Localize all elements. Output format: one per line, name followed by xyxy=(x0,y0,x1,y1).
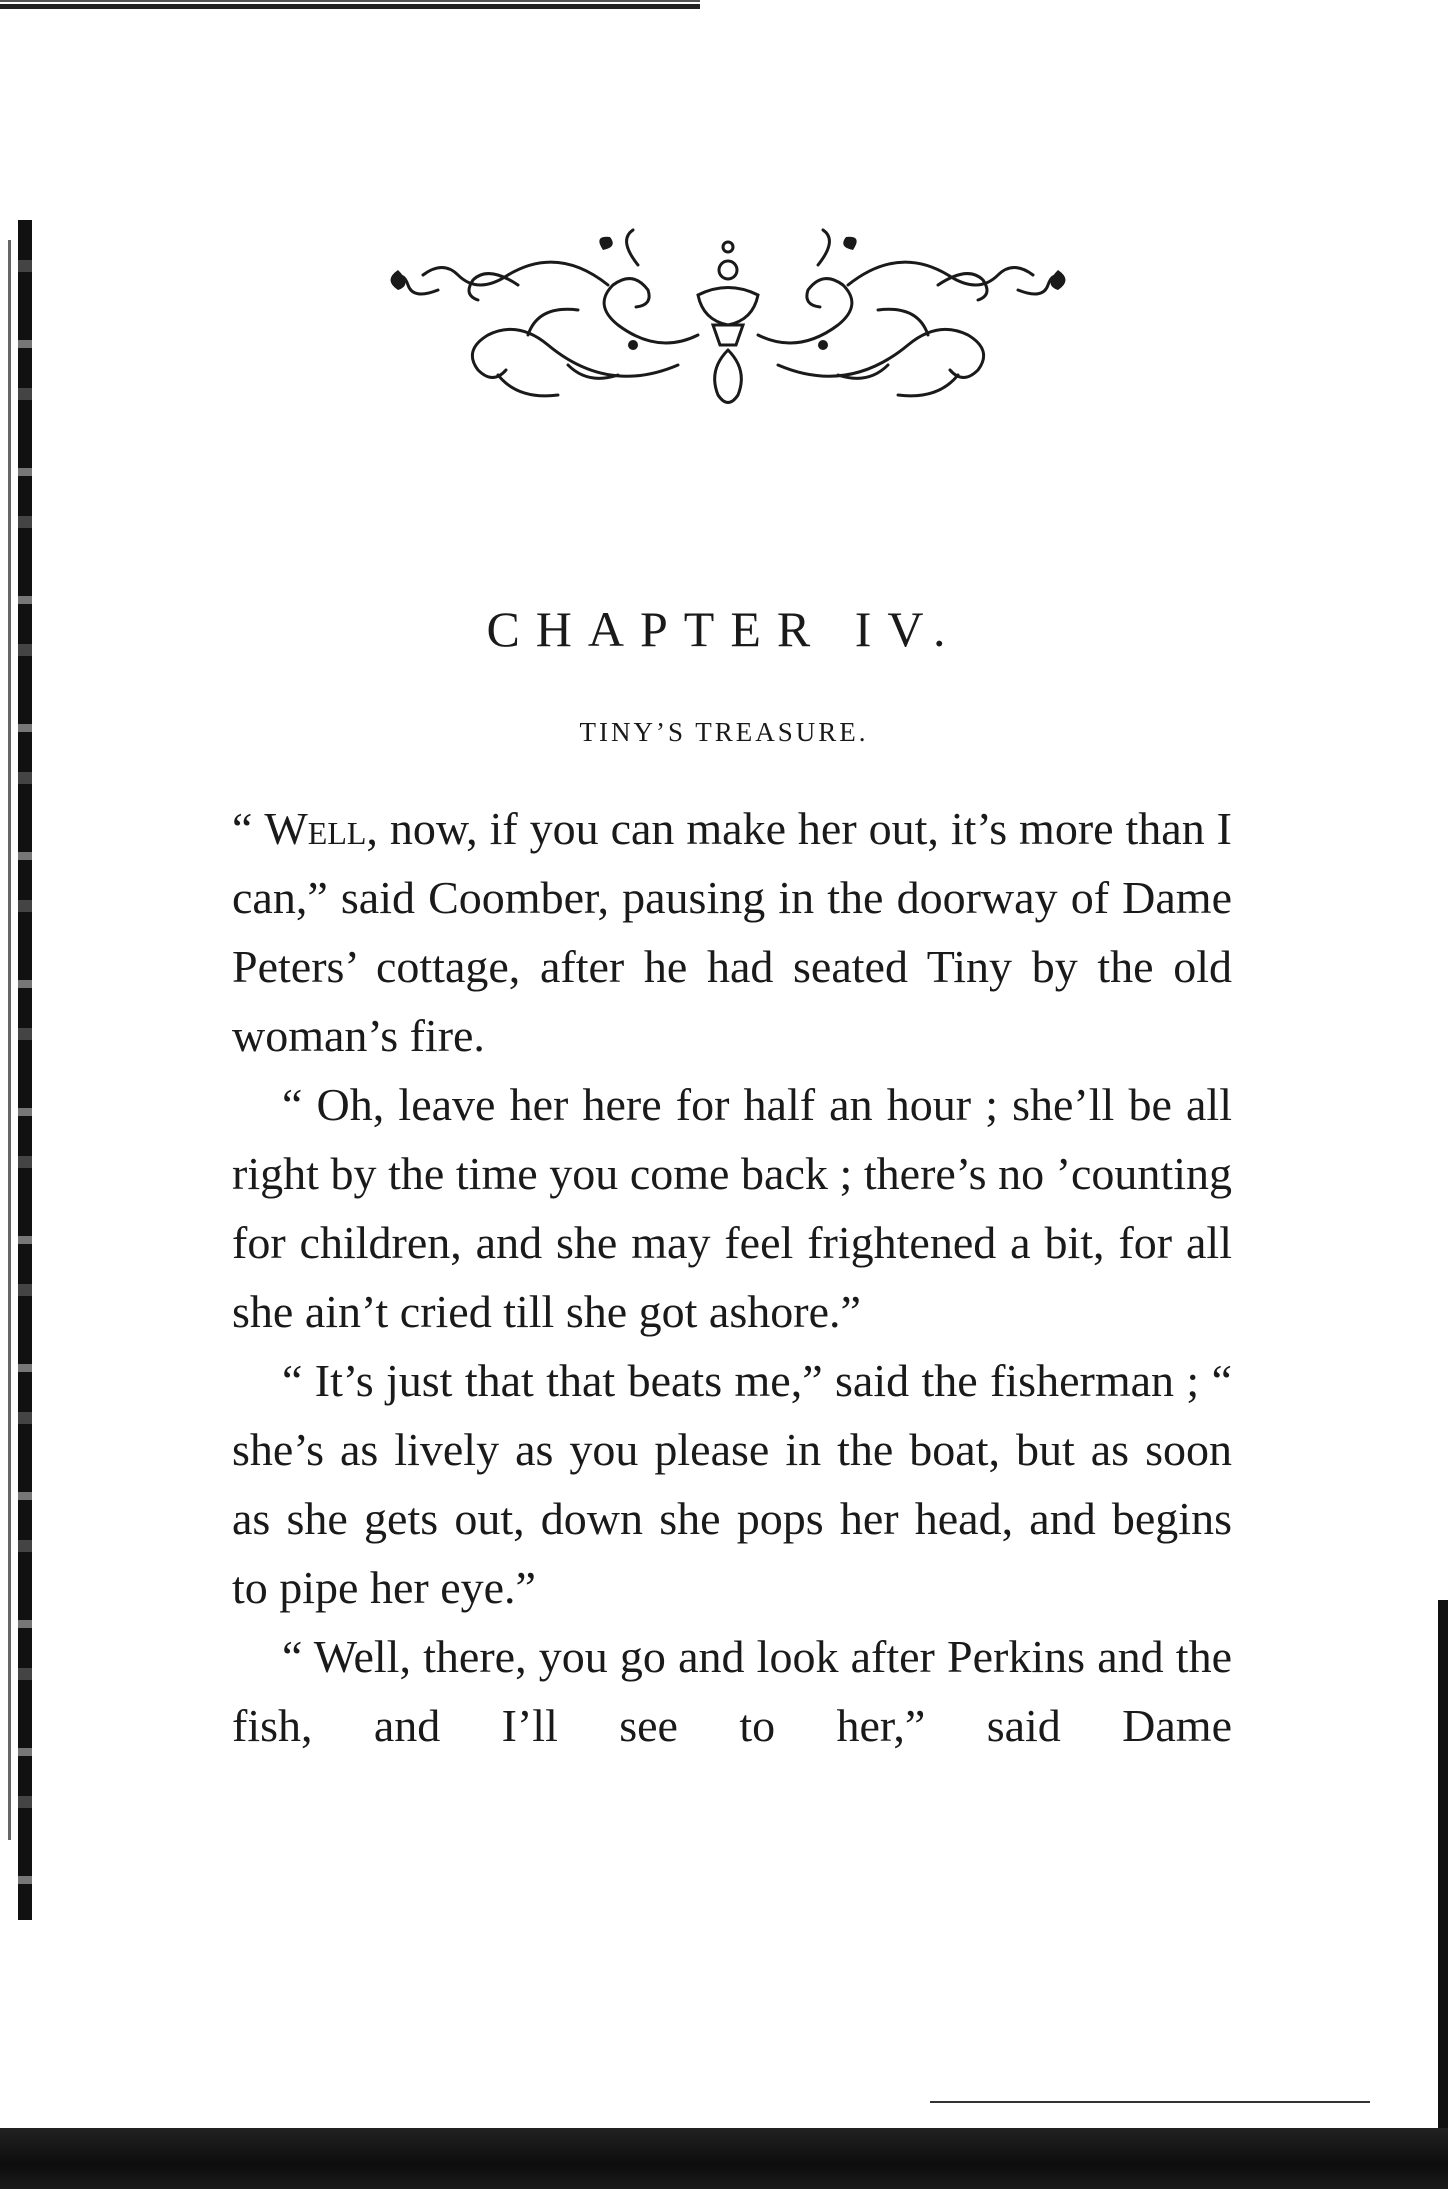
chapter-title: CHAPTER IV. xyxy=(486,601,962,657)
paragraph-2: “ Oh, leave her here for half an hour ; she’ll be all right by the time you come back ; there’s no ’counting for children, and she may feel frightened a bit, for all she ain’t cried till she got ashore.” xyxy=(232,1079,1232,1337)
chapter-body xyxy=(232,794,1232,1760)
paragraph-4: “ Well, there, you go and look after Perkins and the fish, and I’ll see to her,” said Dame xyxy=(232,1631,1232,1751)
paragraph-3: “ It’s just that that beats me,” said the fisherman ; “ she’s as lively as you please in the boat, but as soon as she gets out, down she pops her head, and begins to pipe her eye.” xyxy=(232,1355,1232,1613)
scan-bottom-rule xyxy=(930,2101,1370,2103)
chapter-subtitle: TINY’S TREASURE. xyxy=(579,717,869,747)
scan-bottom-edge xyxy=(0,2128,1448,2189)
paragraph-1-text: now, if you can make her out, it’s more than I can,” said Coomber, pausing in the doorway of Dame Peters’ cottage, after he had seated Tiny by the old woman’s fire. xyxy=(232,803,1232,1061)
paragraph-1-lead-word: Well, xyxy=(264,803,378,854)
scan-top-edge xyxy=(0,0,700,2)
chapter-headpiece-ornament-icon xyxy=(378,225,1078,425)
scan-top-shadow xyxy=(0,4,700,9)
binding-edge xyxy=(18,220,32,1920)
paragraph-1 xyxy=(232,794,1232,1070)
paragraph-1-open-quote: “ xyxy=(232,803,253,854)
binding-edge-thin xyxy=(8,240,11,1840)
scan-right-edge xyxy=(1438,1600,1448,2189)
